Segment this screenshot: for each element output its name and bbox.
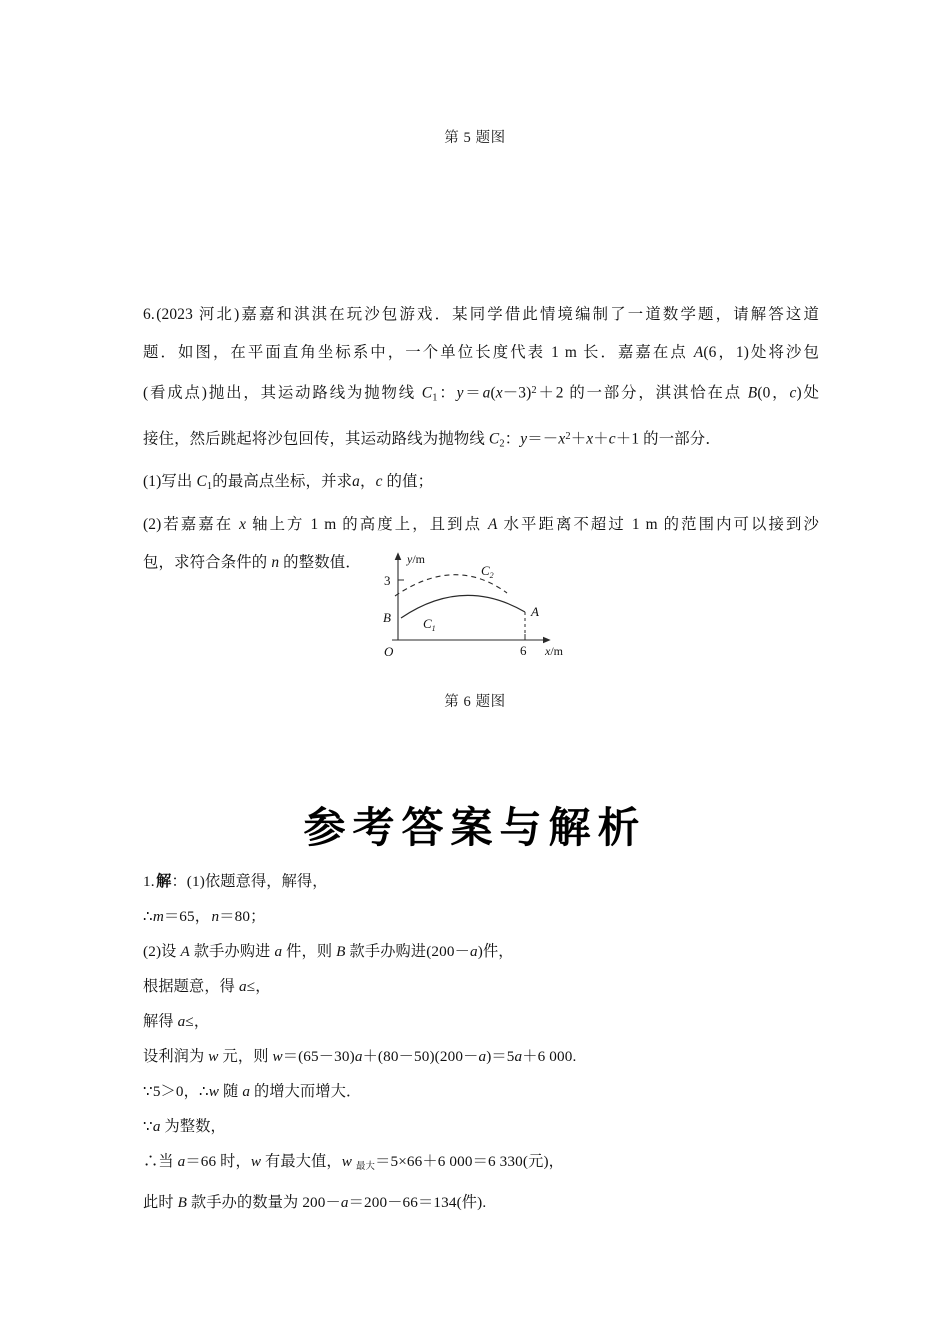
curve-c1-label: $C_1$ xyxy=(423,616,436,633)
point-a-label: A xyxy=(531,604,539,619)
question-6-line-1: 6. (2023 河北)嘉嘉和淇淇在玩沙包游戏．某同学借此情境编制了一道数学题，请解答这道 xyxy=(143,306,819,323)
x-tick-label-6: 6 xyxy=(520,643,527,658)
answer-1-line-5: 解得 a≤， xyxy=(143,1013,210,1030)
figure-6-diagram xyxy=(355,548,595,673)
answer-1-line-3: (2)设 A 款手办购进 a 件，则 B 款手办购进(200－a)件， xyxy=(143,943,514,960)
question-6-block xyxy=(143,296,819,582)
origin-label: O xyxy=(384,644,394,659)
question-6-part-2-line-2: 包，求符合条件的 n 的整数值． xyxy=(143,554,361,572)
y-tick-label-3: 3 xyxy=(384,573,391,588)
point-b-label: B xyxy=(383,610,391,625)
question-6-line-2: 题．如图，在平面直角坐标系中，一个单位长度代表 1 m 长．嘉嘉在点 A(6，1)处将沙包 xyxy=(143,344,819,361)
answers-section-title: 参考答案与解析 xyxy=(303,803,647,852)
x-axis-label: x/m xyxy=(545,644,563,658)
answer-1-block xyxy=(143,864,843,1220)
answer-1-line-9: ∴当 a＝66 时，w 有最大值，w $_{最大}$＝5×66＋6 000＝6 330(元)， xyxy=(143,1153,565,1172)
answer-1-line-10: 此时 B 款手办的数量为 200－a＝200－66＝134(件). xyxy=(143,1193,487,1211)
figure-5-caption: 第 5 题图 xyxy=(444,130,506,146)
curve-c1-solid xyxy=(401,595,525,618)
y-axis-label: y/m xyxy=(407,552,425,566)
question-6-part-1: (1)写出 $C_1$的最高点坐标，并求a，c 的值； xyxy=(143,473,434,493)
curve-c2-label: $C_2$ xyxy=(481,563,494,580)
figure-6-caption: 第 6 题图 xyxy=(444,694,506,710)
answer-1-line-7: ∵5＞0，∴w 随 a 的增大而增大． xyxy=(143,1083,362,1100)
answer-1-line-8: ∵a 为整数， xyxy=(143,1118,226,1135)
question-6-line-4: 接住，然后跳起将沙包回传，其运动路线为抛物线 $C_2$：$y=-x^2+x+c+1$ 的一部分． xyxy=(143,430,721,450)
question-6-part-2-line-1: (2)若嘉嘉在 x 轴上方 1 m 的高度上，且到点 A 水平距离不超过 1 m 的范围内可以接到沙 xyxy=(143,516,820,534)
question-6-line-3: (看成点)抛出，其运动路线为抛物线 $C_1$：$y=a(x-3)^2+2$ 的一部分，淇淇恰在点 B(0，c)处 xyxy=(143,384,819,404)
answer-1-line-4: 根据题意，得 a≤， xyxy=(143,978,271,995)
answer-1-line-2: ∴m＝65， n＝80； xyxy=(143,908,266,925)
answer-1-line-1: 1. 解：(1)依题意得，解得， xyxy=(143,873,328,890)
answer-1-line-6: 设利润为 w 元，则 w＝(65－30)a＋(80－50)(200－a)＝5a＋6 000. xyxy=(143,1048,577,1065)
